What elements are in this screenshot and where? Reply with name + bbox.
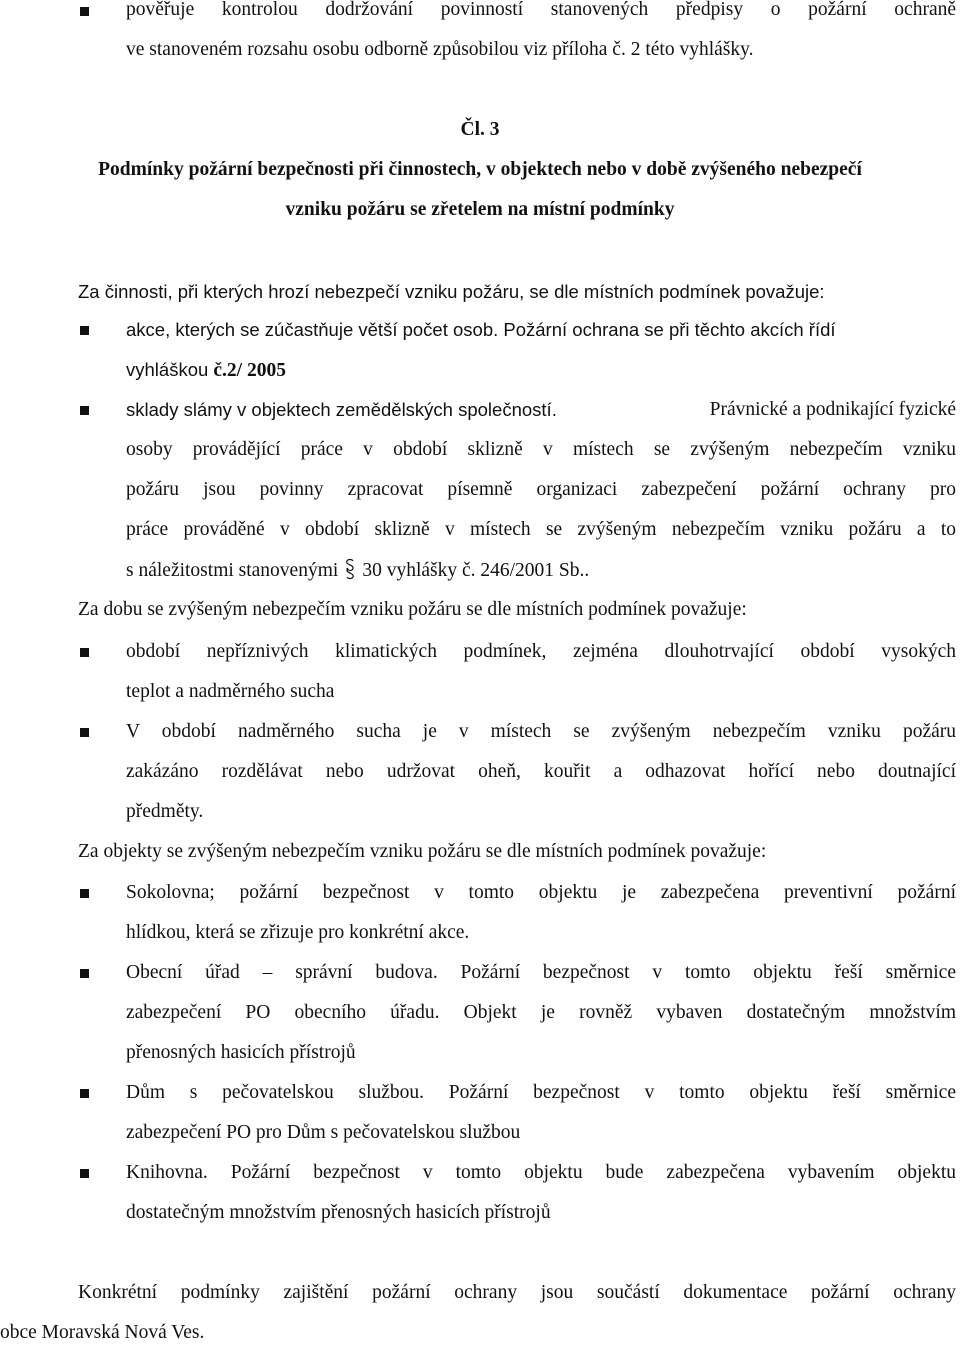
objects-item4-line2: dostatečným množstvím přenosných hasicích přístrojů — [126, 1202, 551, 1223]
intro-item-line1: pověřuje kontrolou dodržování povinností stanovených předpisy o požární ochraně — [126, 0, 956, 20]
bullet-marker — [80, 728, 89, 737]
objects-item3-line2: zabezpečení PO pro Dům s pečovatelskou službou — [126, 1122, 521, 1143]
bullet-marker — [80, 326, 89, 335]
article-number: Čl. 3 — [460, 119, 500, 140]
objects-heading: Za objekty se zvýšeným nebezpečím vzniku požáru se dle místních podmínek považuje: — [78, 841, 767, 862]
activities-item2-line5 — [126, 558, 589, 583]
article-title-line2: vzniku požáru se zřetelem na místní podmínky — [285, 199, 675, 220]
bullet-marker — [80, 648, 89, 657]
activities-heading: Za činnosti, při kterých hrozí nebezpečí vzniku požáru, se dle místních podmínek považuje: — [78, 281, 825, 302]
bullet-marker — [80, 1089, 89, 1098]
activities-item1-line2-text: vyhláškou — [126, 359, 214, 380]
periods-item2-line3: předměty. — [126, 801, 204, 822]
activities-item2-line5-b: 30 vyhlášky č. 246/2001 Sb.. — [362, 560, 590, 581]
objects-item1-line1: Sokolovna; požární bezpečnost v tomto objektu je zabezpečena preventivní požární — [126, 882, 956, 903]
closing-line2: obce Moravská Nová Ves. — [0, 1322, 205, 1343]
activities-item2-line1-a: sklady slámy v objektech zemědělských společností. — [126, 399, 557, 420]
closing-line1: Konkrétní podmínky zajištění požární ochrany jsou součástí dokumentace požární ochrany — [78, 1282, 956, 1303]
activities-item2-line2: osoby provádějící práce v období sklizně v místech se zvýšeným nebezpečím vzniku — [126, 439, 956, 460]
bullet-marker — [80, 889, 89, 898]
activities-item1-line1: akce, kterých se zúčastňuje větší počet osob. Požární ochrana se při těchto akcích řídí — [126, 319, 836, 340]
regulation-reference: č.2/ 2005 — [213, 360, 286, 381]
activities-item2-line1 — [126, 398, 557, 423]
periods-heading: Za dobu se zvýšeným nebezpečím vzniku požáru se dle místních podmínek považuje: — [78, 599, 747, 620]
activities-item1-line2 — [126, 358, 286, 383]
activities-item2-line3: požáru jsou povinny zpracovat písemně organizaci zabezpečení požární ochrany pro — [126, 479, 956, 500]
periods-item1-line1: období nepříznivých klimatických podmínek, zejména dlouhotrvající období vysokých — [126, 641, 956, 662]
article-title-line1: Podmínky požární bezpečnosti při činnostech, v objektech nebo v době zvýšeného nebezpečí — [98, 159, 862, 180]
objects-item4-line1: Knihovna. Požární bezpečnost v tomto objektu bude zabezpečena vybavením objektu — [126, 1162, 956, 1183]
bullet-marker — [80, 406, 89, 415]
objects-item2-line3: přenosných hasicích přístrojů — [126, 1042, 356, 1063]
objects-item3-line1: Dům s pečovatelskou službou. Požární bezpečnost v tomto objektu řeší směrnice — [126, 1082, 956, 1103]
bullet-marker — [80, 1169, 89, 1178]
objects-item2-line1: Obecní úřad – správní budova. Požární bezpečnost v tomto objektu řeší směrnice — [126, 962, 956, 983]
objects-item1-line2: hlídkou, která se zřizuje pro konkrétní akce. — [126, 922, 470, 943]
activities-item2-line1-b: Právnické a podnikající fyzické — [709, 399, 956, 420]
activities-item2-line4: práce prováděné v období sklizně v místech se zvýšeným nebezpečím vzniku požáru a to — [126, 519, 956, 540]
bullet-marker — [80, 7, 89, 16]
section-sign-icon — [344, 558, 356, 580]
periods-item2-line2: zakázáno rozdělávat nebo udržovat oheň, kouřit a odhazovat hořící nebo doutnající — [126, 761, 956, 782]
activities-item2-line5-a: s náležitostmi stanovenými — [126, 560, 339, 581]
periods-item2-line1: V období nadměrného sucha je v místech se zvýšeným nebezpečím vzniku požáru — [126, 721, 956, 742]
periods-item1-line2: teplot a nadměrného sucha — [126, 681, 335, 702]
bullet-marker — [80, 969, 89, 978]
objects-item2-line2: zabezpečení PO obecního úřadu. Objekt je rovněž vybaven dostatečným množstvím — [126, 1002, 956, 1023]
intro-item-line2: ve stanoveném rozsahu osobu odborně způsobilou viz příloha č. 2 této vyhlášky. — [126, 39, 754, 60]
